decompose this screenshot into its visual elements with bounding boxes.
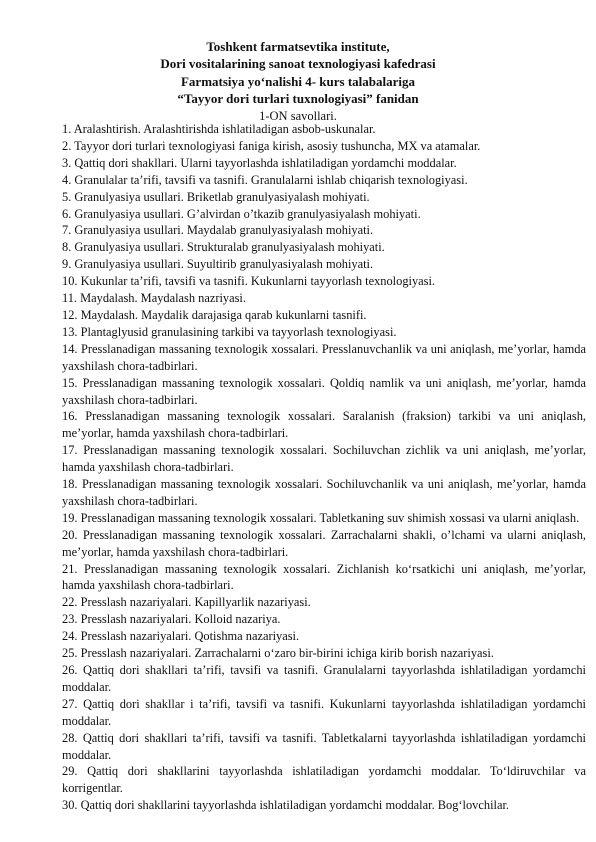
document-header (0, 38, 596, 125)
question-list (62, 121, 586, 814)
question-item: 13. Plantaglyusid granulasining tarkibi va tayyorlash texnologiyasi. (62, 324, 397, 339)
institute-title: Toshkent farmatsevtika institute, (206, 39, 390, 54)
question-item: 7. Granulyasiya usullari. Maydalab granulyasiyalash mohiyati. (62, 223, 374, 238)
question-item: 20. Presslanadigan massaning texnologik xossalari. Zarrachalarni shakli, o’lchami va ularni aniqlash, me’yorlar, hamda yaxshilash chora-tadbirlari. (62, 527, 586, 559)
question-item: 16. Presslanadigan massaning texnologik xossalari. Saralanish (fraksion) tarkibi va uni aniqlash, me’yorlar, hamda yaxshilash chora-tadbirlari. (62, 409, 586, 441)
section-title: 1-ON savollari. (259, 108, 337, 123)
question-item: 4. Granulalar ta’rifi, tavsifi va tasnifi. Granulalarni ishlab chiqarish texnologiyasi. (62, 172, 468, 187)
question-item: 14. Presslanadigan massaning texnologik xossalari. Presslanuvchanlik va uni aniqlash, me’yorlar, hamda yaxshilash chora-tadbirlari. (62, 341, 586, 373)
question-item: 18. Presslanadigan massaning texnologik xossalari. Sochiluvchanlik va uni aniqlash, me’yorlar, hamda yaxshilash chora-tadbirlari. (62, 477, 586, 508)
question-item: 9. Granulyasiya usullari. Suyultirib granulyasiyalash mohiyati. (62, 257, 374, 272)
question-item: 5. Granulyasiya usullari. Briketlab granulyasiyalash mohiyati. (62, 189, 370, 204)
question-item: 25. Presslash nazariyalari. Zarrachalarni o‘zaro bir-birini ichiga kirib borish nazariyasi. (62, 646, 494, 661)
question-item: 21. Presslanadigan massaning texnologik xossalari. Zichlanish ko‘rsatkichi uni aniqlash, me’yorlar, hamda yaxshilash chora-tadbirlari. (62, 561, 586, 593)
question-item: 6. Granulyasiya usullari. G’alvirdan o’tkazib granulyasiyalash mohiyati. (62, 206, 421, 221)
question-item: 29. Qattiq dori shakllarini tayyorlashda ishlatiladigan yordamchi moddalar. To‘ldiruvchilar va korrigentlar. (62, 764, 586, 796)
question-item: 26. Qattiq dori shakllari ta’rifi, tavsifi va tasnifi. Granulalarni tayyorlashda ishlatiladigan yordamchi moddalar. (62, 663, 586, 694)
question-item: 30. Qattiq dori shakllarini tayyorlashda ishlatiladigan yordamchi moddalar. Bog‘lovchilar. (62, 798, 509, 813)
question-item: 22. Presslash nazariyalari. Kapillyarlik nazariyasi. (62, 595, 311, 610)
question-item: 11. Maydalash. Maydalash nazriyasi. (62, 291, 246, 306)
question-item: 2. Tayyor dori turlari texnologiyasi faniga kirish, asosiy tushuncha, MX va atamalar. (62, 138, 481, 153)
subject-line: “Tayyor dori turlari tuxnologiyasi” fanidan (177, 91, 419, 107)
question-item: 12. Maydalash. Maydalik darajasiga qarab kukunlarni tasnifi. (62, 307, 367, 322)
question-item: 23. Presslash nazariyalari. Kolloid nazariya. (62, 612, 281, 627)
question-item: 10. Kukunlar ta’rifi, tavsifi va tasnifi. Kukunlarni tayyorlash texnologiyasi. (62, 274, 436, 289)
question-item: 3. Qattiq dori shakllari. Ularni tayyorlashda ishlatiladigan yordamchi moddalar. (62, 155, 457, 170)
audience-line: Farmatsiya yo‘nalishi 4- kurs talabalariga (180, 73, 415, 89)
question-item: 17. Presslanadigan massaning texnologik xossalari. Sochiluvchan zichlik va uni aniqlash, me’yorlar, hamda yaxshilash chora-tadbirlari. (62, 443, 586, 475)
question-item: 19. Presslanadigan massaning texnologik xossalari. Tabletkaning suv shimish xossasi va ularni aniqlash. (62, 510, 580, 525)
department-title: Dori vositalarining sanoat texnologiyasi kafedrasi (160, 56, 436, 72)
question-item: 24. Presslash nazariyalari. Qotishma nazariyasi. (62, 629, 300, 644)
question-item: 15. Presslanadigan massaning texnologik xossalari. Qoldiq namlik va uni aniqlash, me’yorlar, hamda yaxshilash chora-tadbirlari. (62, 375, 586, 407)
question-item: 28. Qattiq dori shakllari ta’rifi, tavsifi va tasnifi. Tabletkalarni tayyorlashda ishlatiladigan yordamchi moddalar. (62, 730, 586, 762)
question-item: 8. Granulyasiya usullari. Strukturalab granulyasiyalash mohiyati. (62, 240, 385, 255)
question-item: 27. Qattiq dori shakllar i ta’rifi, tavsifi va tasnifi. Kukunlarni tayyorlashda ishlatiladigan yordamchi moddalar. (62, 696, 586, 728)
question-item: 1. Aralashtirish. Aralashtirishda ishlatiladigan asbob-uskunalar. (62, 122, 376, 136)
